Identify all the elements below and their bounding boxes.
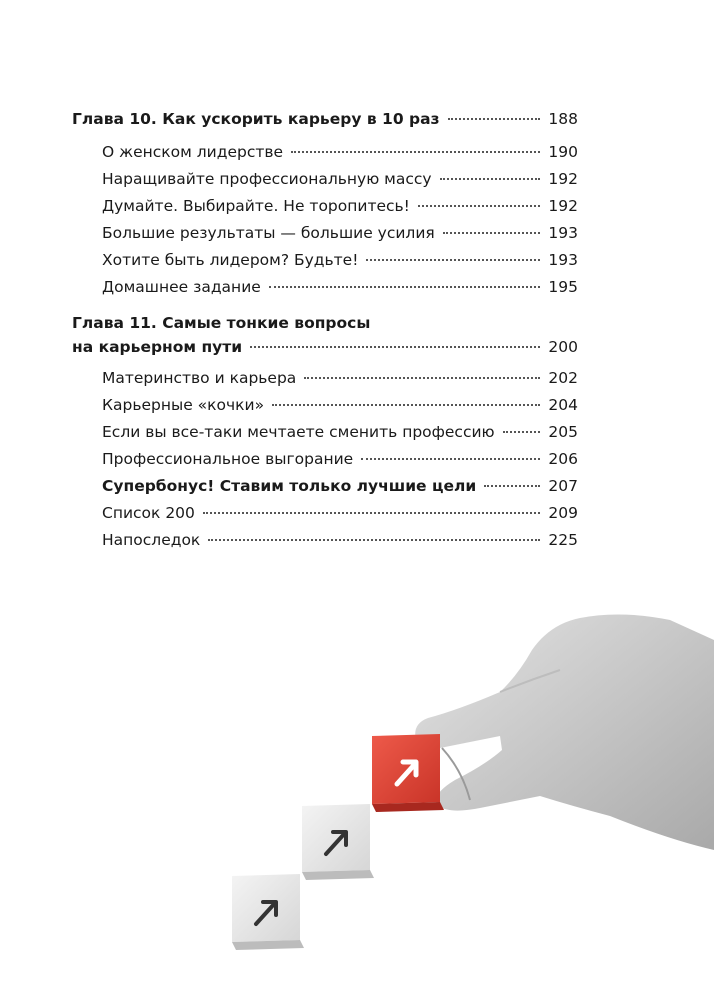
toc-chapter-11[interactable] [72, 311, 578, 359]
toc-item-title: Напоследок [102, 531, 201, 549]
toc-item-title: Хотите быть лидером? Будьте! [102, 251, 359, 269]
toc-page-number: 200 [548, 338, 578, 356]
toc-leader-dots [272, 404, 540, 406]
hand-shape [415, 614, 714, 850]
toc-item-title: Список 200 [102, 504, 195, 522]
grey-block-middle [302, 804, 374, 880]
toc-item-title: Думайте. Выбирайте. Не торопитесь! [102, 197, 410, 215]
toc-leader-dots [304, 377, 540, 379]
toc-page-number: 188 [548, 110, 578, 128]
toc-item-title: Супербонус! Ставим только лучшие цели [102, 477, 477, 495]
illustration-hand-blocks [200, 600, 714, 1000]
toc-page-number: 195 [548, 278, 578, 296]
toc-leader-dots [269, 286, 541, 288]
toc-chapter-10[interactable] [72, 106, 578, 133]
illustration-svg [200, 600, 714, 1000]
toc-item-title: О женском лидерстве [102, 143, 284, 161]
toc-item[interactable] [72, 274, 578, 301]
toc-page-number: 192 [548, 170, 578, 188]
toc-page-number: 193 [548, 251, 578, 269]
toc-item-title: Большие результаты — большие усилия [102, 224, 435, 242]
toc-item-title: Профессиональное выгорание [102, 450, 354, 468]
toc-page-number: 225 [548, 531, 578, 549]
toc-page-number: 205 [548, 423, 578, 441]
toc-item[interactable] [72, 220, 578, 247]
toc-page-number: 207 [548, 477, 578, 495]
toc-item[interactable] [72, 419, 578, 446]
toc-leader-dots [484, 485, 540, 487]
toc-item-title: Домашнее задание [102, 278, 261, 296]
grey-block-bottom [232, 874, 304, 950]
toc-item-title: Карьерные «кочки» [102, 396, 265, 414]
toc-item-title: Материнство и карьера [102, 369, 297, 387]
toc-leader-dots [418, 205, 541, 207]
toc-item[interactable] [72, 166, 578, 193]
toc-item[interactable] [72, 392, 578, 419]
toc-page-number: 192 [548, 197, 578, 215]
toc-page-number: 202 [548, 369, 578, 387]
toc-leader-dots [448, 118, 541, 120]
toc-item[interactable] [72, 247, 578, 274]
toc-item[interactable] [72, 365, 578, 392]
toc-leader-dots [250, 346, 540, 348]
toc-leader-dots [443, 232, 541, 234]
red-block [372, 734, 444, 812]
toc-item[interactable] [72, 139, 578, 166]
toc-page-number: 190 [548, 143, 578, 161]
toc-leader-dots [291, 151, 540, 153]
toc-page-number: 206 [548, 450, 578, 468]
toc-leader-dots [503, 431, 541, 433]
toc-item-title: Наращивайте профессиональную массу [102, 170, 432, 188]
toc-item[interactable] [72, 193, 578, 220]
toc-chapter-title-line2-row [72, 335, 578, 359]
toc-item-title: Если вы все-таки мечтаете сменить профессию [102, 423, 495, 441]
toc-chapter-title: Глава 10. Как ускорить карьеру в 10 раз [72, 110, 440, 128]
toc-item[interactable] [72, 446, 578, 473]
toc-leader-dots [203, 512, 540, 514]
toc-leader-dots [361, 458, 540, 460]
toc-leader-dots [208, 539, 540, 541]
toc-page-number: 193 [548, 224, 578, 242]
toc-leader-dots [440, 178, 541, 180]
toc-page-number: 209 [548, 504, 578, 522]
toc-leader-dots [366, 259, 540, 261]
toc-item[interactable] [72, 527, 578, 554]
toc-page-number: 204 [548, 396, 578, 414]
toc-chapter-title-line2: на карьерном пути [72, 338, 243, 356]
toc-chapter-title-line1: Глава 11. Самые тонкие вопросы [72, 314, 371, 332]
toc-item-bonus[interactable] [72, 473, 578, 500]
table-of-contents [72, 106, 578, 554]
toc-item[interactable] [72, 500, 578, 527]
